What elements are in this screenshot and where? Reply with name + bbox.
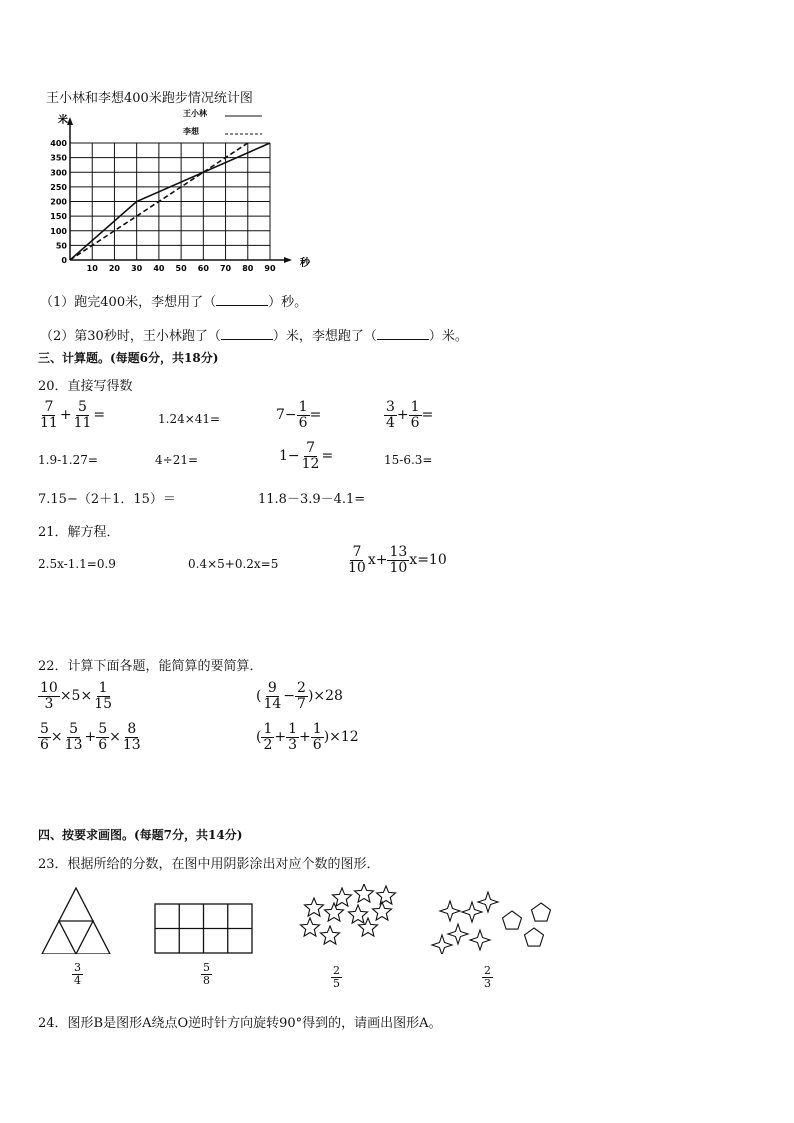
triangle-figure[interactable] xyxy=(42,888,110,954)
shape-figures xyxy=(38,884,568,954)
fraction-q23-3: $\frac{2}{5}$ xyxy=(333,964,340,990)
fraction: $\frac{8}{13}$ xyxy=(122,721,141,753)
five-pointed-stars-figure[interactable] xyxy=(301,884,396,944)
fraction-q23-1: $\frac{3}{4}$ xyxy=(74,961,81,987)
fraction: $\frac{13}{10}$ xyxy=(389,544,408,576)
legend-label: 王小林 xyxy=(183,109,207,118)
equation-3: $\frac{7}{10}$ x+ $\frac{13}{10}$ x=10 xyxy=(348,544,447,576)
calc-r1c2: 1.24×41= xyxy=(158,412,221,426)
y-axis-label: 米 xyxy=(58,115,68,126)
four-point-star-icon xyxy=(448,924,468,944)
x-tick-label: 80 xyxy=(242,264,254,273)
x-tick-label: 50 xyxy=(175,264,187,273)
pentagon-icon xyxy=(525,928,544,946)
answer-blank[interactable] xyxy=(221,327,273,340)
y-tick-label: 350 xyxy=(50,153,67,163)
x-tick-label: 70 xyxy=(219,264,232,273)
star-icon xyxy=(377,886,396,904)
question-chart-1-end: ）秒。 xyxy=(268,295,308,310)
simplify-d: ( $\frac{1}{2}$ + $\frac{1}{3}$ + $\frac{1}{6}$ )×12 xyxy=(256,721,359,753)
calc-r2c1: 1.9-1.27= xyxy=(38,453,98,467)
question-20: 20．直接写得数 xyxy=(38,379,133,394)
fraction: $\frac{5}{13}$ xyxy=(64,721,83,753)
star-icon xyxy=(305,898,324,916)
answer-blank[interactable] xyxy=(377,327,429,340)
fraction: $\frac{1}{6}$ xyxy=(312,721,322,753)
fraction: $\frac{7}{12}$ xyxy=(301,440,320,472)
x-axis-arrow xyxy=(284,257,292,263)
calc-r2c3: 1− $\frac{7}{12}$ = xyxy=(279,440,334,472)
calc-r3c2: 11.8－3.9－4.1= xyxy=(258,492,366,507)
star-icon xyxy=(325,903,344,921)
question-chart-2 xyxy=(40,325,468,344)
fraction-q23-2: $\frac{5}{8}$ xyxy=(203,961,210,987)
fraction: $\frac{7}{11}$ xyxy=(40,399,58,431)
y-tick-label: 200 xyxy=(50,197,67,207)
fraction: $\frac{1}{6}$ xyxy=(298,399,308,431)
answer-blank[interactable] xyxy=(216,293,268,306)
star-icon xyxy=(359,918,378,936)
y-tick-label: 50 xyxy=(55,241,67,251)
star-icon xyxy=(333,888,352,906)
pentagons-figure[interactable] xyxy=(503,903,551,946)
y-tick-label: 150 xyxy=(50,212,67,222)
fraction-q23-4: $\frac{2}{3}$ xyxy=(484,964,491,990)
fraction: $\frac{10}{3}$ xyxy=(40,680,58,712)
four-point-star-icon xyxy=(440,901,460,921)
question-24: 24．图形B是图形A绕点O逆时针方向旋转90°得到的，请画出图形A。 xyxy=(38,1016,442,1031)
x-axis-label: 秒 xyxy=(300,258,310,269)
four-point-star-icon xyxy=(470,930,490,950)
question-chart-2-text-b: ）米，李想跑了（ xyxy=(272,329,377,344)
calc-r1c3: 7− $\frac{1}{6}$ = xyxy=(276,399,322,431)
simplify-b: ( $\frac{9}{14}$ − $\frac{2}{7}$ )×28 xyxy=(256,680,343,712)
x-tick-label: 20 xyxy=(108,264,121,273)
fraction: $\frac{9}{14}$ xyxy=(263,680,282,712)
equation-1: 2.5x-1.1=0.9 xyxy=(38,557,116,571)
rectangle-grid-figure[interactable] xyxy=(155,904,252,953)
four-point-star-icon xyxy=(462,902,482,922)
fraction: $\frac{5}{6}$ xyxy=(40,721,49,753)
simplify-c: $\frac{5}{6}$ × $\frac{5}{13}$ + $\frac{5}{6}$ × $\frac{8}{13}$ xyxy=(40,721,141,753)
x-tick-label: 60 xyxy=(197,264,209,273)
question-chart-1 xyxy=(40,291,307,310)
section-4-heading: 四、按要求画图。(每题7分，共14分) xyxy=(38,828,243,842)
fraction: $\frac{1}{15}$ xyxy=(94,680,113,712)
star-icon xyxy=(301,918,320,936)
equation-2: 0.4×5+0.2x=5 xyxy=(188,557,279,571)
fraction: $\frac{5}{11}$ xyxy=(73,399,92,431)
simplify-a: $\frac{10}{3}$ ×5× $\frac{1}{15}$ xyxy=(40,680,113,712)
four-pointed-stars-figure[interactable] xyxy=(432,892,498,954)
section-3-heading: 三、计算题。(每题6分，共18分) xyxy=(38,351,219,365)
chart-title: 王小林和李想400米跑步情况统计图 xyxy=(46,91,253,106)
pentagon-icon xyxy=(503,911,522,929)
y-tick-label: 300 xyxy=(50,168,67,178)
question-chart-2-text-c: ）米。 xyxy=(428,329,468,344)
question-chart-1-text: （1）跑完400米，李想用了（ xyxy=(40,295,217,310)
four-point-star-icon xyxy=(432,935,452,954)
y-tick-label: 400 xyxy=(50,139,67,148)
fraction: $\frac{1}{6}$ xyxy=(410,399,420,431)
star-icon xyxy=(355,884,374,902)
question-22: 22．计算下面各题，能简算的要简算． xyxy=(38,659,263,674)
y-tick-label: 250 xyxy=(50,182,67,192)
pentagon-icon xyxy=(532,903,551,921)
fraction: $\frac{7}{10}$ xyxy=(348,544,366,576)
calc-r3c1: 7.15−（2＋1．15）＝ xyxy=(38,492,176,507)
calc-r1c4: $\frac{3}{4}$ + $\frac{1}{6}$ = xyxy=(386,399,434,431)
fraction: $\frac{1}{2}$ xyxy=(263,721,273,753)
y-tick-label: 100 xyxy=(50,226,67,236)
calc-r1c1: $\frac{7}{11}$ + $\frac{5}{11}$ = xyxy=(40,399,106,431)
legend-label: 李想 xyxy=(183,127,199,136)
y-tick-label: 0 xyxy=(61,256,67,265)
x-tick-label: 90 xyxy=(264,264,276,273)
calc-r2c2: 4÷21= xyxy=(155,453,199,467)
fraction: $\frac{5}{6}$ xyxy=(98,721,108,753)
star-icon xyxy=(373,902,392,920)
star-icon xyxy=(349,905,368,923)
running-line-chart xyxy=(40,104,310,274)
x-tick-label: 40 xyxy=(153,264,165,273)
x-tick-label: 30 xyxy=(131,264,143,273)
question-23: 23．根据所给的分数，在图中用阴影涂出对应个数的图形． xyxy=(38,857,380,872)
star-icon xyxy=(321,926,340,944)
question-21: 21．解方程． xyxy=(38,525,120,540)
calc-r2c4: 15-6.3= xyxy=(384,453,433,467)
fraction: $\frac{2}{7}$ xyxy=(297,680,306,712)
fraction: $\frac{1}{3}$ xyxy=(288,721,298,753)
question-chart-2-text-a: （2）第30秒时，王小林跑了（ xyxy=(40,329,221,344)
x-tick-label: 10 xyxy=(86,264,98,273)
fraction: $\frac{3}{4}$ xyxy=(386,399,395,431)
four-point-star-icon xyxy=(478,892,498,912)
